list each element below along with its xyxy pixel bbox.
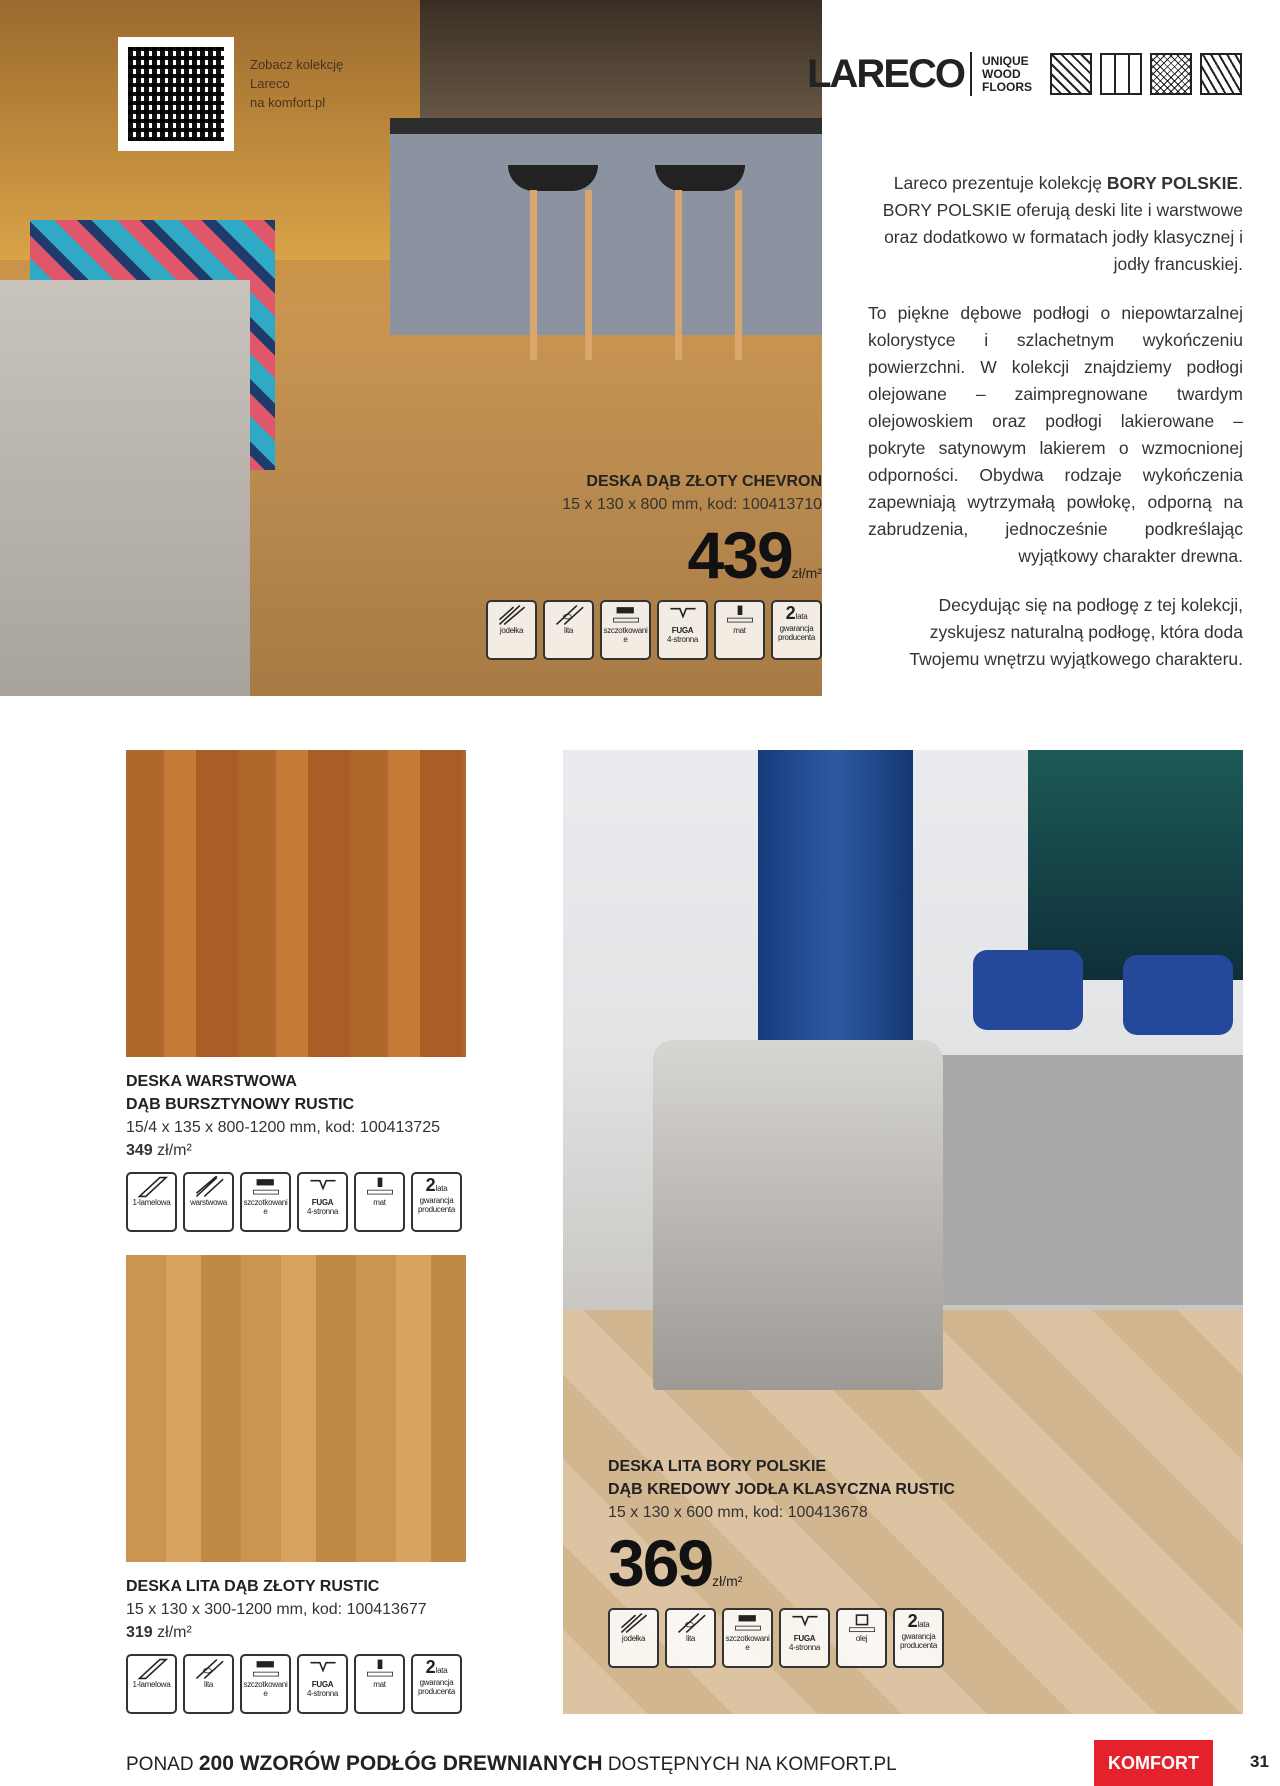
gwarancja-icon bbox=[411, 1172, 462, 1232]
text: WZORÓW PODŁÓG DREWNIANYCH bbox=[233, 1752, 603, 1775]
product-bursztynowy bbox=[126, 1070, 486, 1232]
szczotkowanie-glyph bbox=[608, 604, 644, 626]
1-lamelowa-glyph bbox=[134, 1658, 170, 1680]
collection-description bbox=[868, 170, 1243, 695]
product-chevron bbox=[462, 470, 822, 660]
intro-paragraph: To piękne dębowe podłogi o niepowtarzalnej kolorystyce i szlachetnym wykończeniu powierzchni. W kolekcji znajdziemy podłogi olejowane – zaimpregnowane twardym olejowoskiem oraz podłogi lakierowane – pokryte satynowym lakierem o wzmocnionej odporności. Obydwa rodzaje wykończenia zapewniają wytrzymałą powłokę, odporną na zabrudzenia, jednocześnie podkreślając wyjątkowy charakter drewna. bbox=[868, 303, 1243, 566]
icon-label: 4-stronna bbox=[788, 1643, 821, 1652]
mat-glyph bbox=[722, 604, 758, 626]
bedroom-photo bbox=[563, 750, 1243, 1714]
product-dims: 15 x 130 x 600 mm, kod: 100413678 bbox=[608, 1504, 868, 1521]
fuga-glyph bbox=[665, 604, 701, 626]
product-price: 349 bbox=[126, 1142, 153, 1159]
mat-icon bbox=[354, 1172, 405, 1232]
tagline-line: FLOORS bbox=[982, 79, 1032, 94]
feature-icons bbox=[126, 1654, 486, 1714]
product-title: DESKA DĄB ZŁOTY CHEVRON bbox=[586, 473, 822, 490]
szczotkowanie-icon bbox=[600, 600, 651, 660]
intro-paragraph: Decydując się na podłogę z tej kolekcji, zyskujesz naturalną podłogę, która doda Twojemu wnętrzu wyjątkowego charakteru. bbox=[909, 595, 1243, 669]
intro-paragraph bbox=[868, 170, 1243, 278]
stool bbox=[508, 165, 598, 191]
pillow bbox=[973, 950, 1083, 1030]
lita-glyph bbox=[673, 1612, 709, 1634]
szczotkowanie-glyph bbox=[248, 1176, 284, 1198]
qr-code-pattern bbox=[128, 47, 224, 141]
pillow bbox=[1123, 955, 1233, 1035]
icon-label: lita bbox=[685, 1634, 696, 1643]
lita-icon bbox=[183, 1654, 234, 1714]
szczotkowanie-icon bbox=[240, 1654, 291, 1714]
icon-label: szczotkowanie bbox=[725, 1634, 770, 1652]
text: 2 bbox=[785, 603, 796, 623]
icon-label: szczotkowanie bbox=[603, 626, 648, 644]
qr-caption-line: na komfort.pl bbox=[250, 95, 326, 110]
gwarancja-icon bbox=[411, 1654, 462, 1714]
lita-icon bbox=[665, 1608, 716, 1668]
swatch-bursztynowy bbox=[126, 750, 466, 1057]
product-title: DESKA LITA DĄB ZŁOTY RUSTIC bbox=[126, 1578, 380, 1595]
icon-label: 4-stronna bbox=[306, 1689, 339, 1698]
footer-tagline bbox=[126, 1752, 897, 1776]
1-lamelowa-icon bbox=[126, 1172, 177, 1232]
text: DOSTĘPNYCH NA KOMFORT.PL bbox=[602, 1754, 897, 1775]
icon-label: FUGA bbox=[311, 1680, 334, 1689]
price-unit: zł/m² bbox=[157, 1624, 192, 1641]
product-title: DĄB KREDOWY JODŁA KLASYCZNA RUSTIC bbox=[608, 1481, 955, 1498]
warranty-years bbox=[786, 604, 808, 624]
icon-label: 4-stronna bbox=[306, 1207, 339, 1216]
product-price: 369 bbox=[608, 1526, 713, 1600]
text: lata bbox=[795, 612, 808, 621]
stool-leg bbox=[585, 190, 592, 360]
jodelka-icon bbox=[486, 600, 537, 660]
product-kredowy bbox=[608, 1455, 1008, 1668]
1-lamelowa-glyph bbox=[134, 1176, 170, 1198]
product-title: DĄB BURSZTYNOWY RUSTIC bbox=[126, 1096, 355, 1113]
feature-icons bbox=[462, 600, 822, 660]
sofa bbox=[0, 280, 250, 696]
logo-tagline bbox=[982, 55, 1032, 94]
product-dims: 15/4 x 135 x 800-1200 mm, kod: 100413725 bbox=[126, 1119, 440, 1136]
page-number: 31 bbox=[1250, 1752, 1269, 1771]
qr-caption-line: Lareco bbox=[250, 76, 290, 91]
lareco-logo bbox=[807, 52, 1242, 96]
icon-label: gwarancja producenta bbox=[777, 624, 816, 642]
fuga-glyph bbox=[305, 1658, 341, 1680]
warranty-years bbox=[426, 1176, 448, 1196]
icon-label: mat bbox=[373, 1198, 386, 1207]
logo-wordmark: LARECO bbox=[807, 52, 972, 96]
icon-label: warstwowa bbox=[190, 1198, 227, 1207]
tagline-line: WOOD bbox=[982, 66, 1021, 81]
icon-label: mat bbox=[373, 1680, 386, 1689]
herringbone-pattern-icon bbox=[1050, 53, 1092, 95]
icon-label: gwarancja producenta bbox=[417, 1196, 456, 1214]
product-price: 319 bbox=[126, 1624, 153, 1641]
gwarancja-icon bbox=[893, 1608, 944, 1668]
feature-icons bbox=[608, 1608, 1008, 1668]
olej-glyph bbox=[844, 1612, 880, 1634]
parquet-pattern-icon bbox=[1150, 53, 1192, 95]
lita-glyph bbox=[551, 604, 587, 626]
lita-glyph bbox=[191, 1658, 227, 1680]
blanket bbox=[653, 1040, 943, 1390]
jodelka-icon bbox=[608, 1608, 659, 1668]
icon-label: 1-lamelowa bbox=[132, 1680, 171, 1689]
icon-label: jodełka bbox=[621, 1634, 646, 1643]
kitchen-background bbox=[420, 0, 822, 130]
product-title: DESKA WARSTWOWA bbox=[126, 1073, 297, 1090]
blue-curtain bbox=[758, 750, 913, 1070]
jodelka-glyph bbox=[616, 1612, 652, 1634]
icon-label: gwarancja producenta bbox=[899, 1632, 938, 1650]
1-lamelowa-icon bbox=[126, 1654, 177, 1714]
komfort-logo: KOMFORT bbox=[1094, 1740, 1213, 1786]
product-price: 439 bbox=[687, 518, 792, 592]
icon-label: 4-stronna bbox=[666, 635, 699, 644]
text: 2 bbox=[907, 1611, 918, 1631]
collection-name: BORY POLSKIE bbox=[1106, 173, 1239, 193]
product-title: DESKA LITA BORY POLSKIE bbox=[608, 1458, 827, 1475]
mat-glyph bbox=[362, 1658, 398, 1680]
text: 200 bbox=[198, 1752, 234, 1775]
price-unit: zł/m² bbox=[791, 565, 822, 581]
qr-caption bbox=[250, 55, 343, 112]
plank-pattern-icon bbox=[1100, 53, 1142, 95]
qr-caption-line: Zobacz kolekcję bbox=[250, 57, 344, 72]
text: PONAD bbox=[126, 1754, 199, 1775]
chevron-pattern-icon bbox=[1200, 53, 1242, 95]
stool-leg bbox=[735, 190, 742, 360]
warranty-years bbox=[426, 1658, 448, 1678]
jodelka-glyph bbox=[494, 604, 530, 626]
product-dims: 15 x 130 x 300-1200 mm, kod: 100413677 bbox=[126, 1601, 427, 1618]
icon-label: mat bbox=[733, 626, 746, 635]
mat-icon bbox=[354, 1654, 405, 1714]
text: lata bbox=[917, 1620, 930, 1629]
tagline-line: UNIQUE bbox=[982, 53, 1029, 68]
feature-icons bbox=[126, 1172, 486, 1232]
gwarancja-icon bbox=[771, 600, 822, 660]
icon-label: jodełka bbox=[499, 626, 524, 635]
icon-label: FUGA bbox=[671, 626, 694, 635]
olej-icon bbox=[836, 1608, 887, 1668]
text: lata bbox=[435, 1184, 448, 1193]
stool bbox=[655, 165, 745, 191]
szczotkowanie-glyph bbox=[730, 1612, 766, 1634]
stool-leg bbox=[530, 190, 537, 360]
price-unit: zł/m² bbox=[712, 1573, 743, 1589]
fuga-icon bbox=[779, 1608, 830, 1668]
kitchen-island bbox=[390, 125, 822, 335]
icon-label: szczotkowanie bbox=[243, 1198, 288, 1216]
fuga-icon bbox=[657, 600, 708, 660]
text: . BORY POLSKIE oferują deski lite i warstwowe oraz dodatkowo w formatach jodły klasycznej i jodły francuskiej. bbox=[882, 173, 1243, 274]
icon-label: lita bbox=[203, 1680, 214, 1689]
text: Lareco prezentuje kolekcję bbox=[893, 173, 1107, 193]
lita-icon bbox=[543, 600, 594, 660]
stool-leg bbox=[675, 190, 682, 360]
mat-icon bbox=[714, 600, 765, 660]
icon-label: olej bbox=[855, 1634, 868, 1643]
icon-label: 1-lamelowa bbox=[132, 1198, 171, 1207]
text: lata bbox=[435, 1666, 448, 1675]
warranty-years bbox=[908, 1612, 930, 1632]
fuga-glyph bbox=[787, 1612, 823, 1634]
warstwowa-glyph bbox=[191, 1176, 227, 1198]
icon-label: gwarancja producenta bbox=[417, 1678, 456, 1696]
icon-label: lita bbox=[563, 626, 574, 635]
fuga-icon bbox=[297, 1654, 348, 1714]
warstwowa-icon bbox=[183, 1172, 234, 1232]
price-unit: zł/m² bbox=[157, 1142, 192, 1159]
szczotkowanie-icon bbox=[722, 1608, 773, 1668]
text: 2 bbox=[425, 1175, 436, 1195]
qr-code[interactable] bbox=[118, 37, 234, 151]
product-dims: 15 x 130 x 800 mm, kod: 100413710 bbox=[562, 496, 822, 513]
swatch-zloty-rustic bbox=[126, 1255, 466, 1562]
icon-label: FUGA bbox=[311, 1198, 334, 1207]
icon-label: szczotkowanie bbox=[243, 1680, 288, 1698]
countertop bbox=[390, 118, 822, 134]
teal-curtain bbox=[1028, 750, 1243, 980]
szczotkowanie-icon bbox=[240, 1172, 291, 1232]
text: 2 bbox=[425, 1657, 436, 1677]
fuga-icon bbox=[297, 1172, 348, 1232]
szczotkowanie-glyph bbox=[248, 1658, 284, 1680]
icon-label: FUGA bbox=[793, 1634, 816, 1643]
mat-glyph bbox=[362, 1176, 398, 1198]
product-zloty-rustic bbox=[126, 1575, 486, 1714]
fuga-glyph bbox=[305, 1176, 341, 1198]
